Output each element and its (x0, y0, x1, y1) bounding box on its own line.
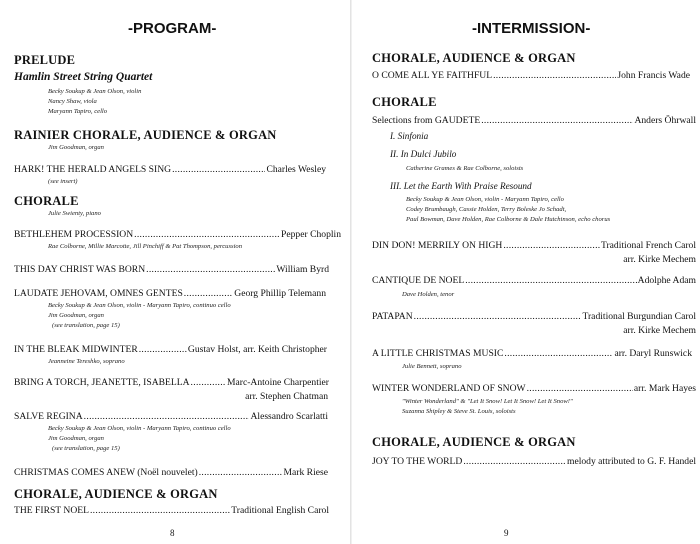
program-entry (372, 240, 696, 251)
performer-credit: Maryann Tapiro, cello (48, 108, 108, 115)
entry-note: "Winter Wonderland" & "Let It Snow! Let It Snow! Let It Snow!" (402, 398, 573, 405)
entry-note: Codey Brumbaugh, Cassie Holden, Terry Boleske Jo Schadt, (406, 206, 567, 213)
program-entry (14, 229, 341, 240)
entry-title: DIN DON! MERRILY ON HIGH (372, 240, 503, 251)
section-heading: CHORALE, AUDIENCE & ORGAN (372, 51, 576, 65)
entry-note: (see translation, page 15) (52, 445, 120, 452)
movement-title: I. Sinfonia (390, 131, 429, 141)
section-heading: RAINIER CHORALE, AUDIENCE & ORGAN (14, 128, 277, 142)
entry-note: Becky Soukup & Jean Olson, violin - Maryann Tapiro, cello (406, 196, 564, 203)
entry-title: IN THE BLEAK MIDWINTER (14, 344, 138, 355)
entry-note: (see translation, page 15) (52, 322, 120, 329)
entry-composer: Traditional Burgundian Carol (582, 311, 696, 322)
entry-title: WINTER WONDERLAND OF SNOW (372, 383, 526, 394)
page-title: -INTERMISSION- (472, 20, 591, 37)
entry-composer: Georg Phillip Telemann (234, 288, 326, 299)
entry-arranger: arr. Kirke Mechem (623, 325, 696, 336)
entry-title: BRING A TORCH, JEANETTE, ISABELLA (14, 377, 190, 388)
entry-composer: melody attributed to G. F. Handel (567, 456, 696, 467)
entry-composer: Anders Öhrwall (634, 115, 696, 126)
entry-note: Jim Goodman, organ (48, 435, 104, 442)
entry-title: LAUDATE JEHOVAM, OMNES GENTES (14, 288, 183, 299)
entry-note: Becky Soukup & Jean Olson, violin - Maryann Tapiro, continuo cello (48, 425, 231, 432)
entry-composer: John Francis Wade (617, 70, 690, 81)
entry-note: Rae Colborne, Millie Marcotte, Jill Pinchiff & Pat Thompson, percussion (48, 243, 243, 250)
entry-title: HARK! THE HERALD ANGELS SING (14, 164, 172, 175)
entry-arranger: arr. Kirke Mechem (623, 254, 696, 265)
entry-title: O COME ALL YE FAITHFUL (372, 70, 493, 81)
entry-composer: Adolphe Adam (637, 275, 696, 286)
entry-composer: arr. Mark Hayes (633, 383, 696, 394)
entry-composer: Pepper Choplin (281, 229, 341, 240)
program-entry (14, 505, 329, 516)
entry-note: Jim Goodman, organ (48, 312, 104, 319)
entry-composer: Mark Riese (283, 467, 328, 478)
section-heading: CHORALE (372, 95, 437, 109)
performer-credit: Becky Soukup & Jean Olson, violin (48, 88, 142, 95)
entry-composer: arr. Daryl Runswick (614, 348, 692, 359)
entry-title: THIS DAY CHRIST WAS BORN (14, 264, 146, 275)
entry-composer: Gustav Holst, arr. Keith Christopher (187, 344, 327, 355)
entry-note: Becky Soukup & Jean Olson, violin - Maryann Tapiro, continuo cello (48, 302, 231, 309)
entry-composer: Marc-Antoine Charpentier (226, 377, 329, 388)
performer-credit: Julie Swienty, piano (48, 210, 101, 217)
section-heading: CHORALE, AUDIENCE & ORGAN (14, 487, 218, 501)
program-entry (14, 264, 329, 275)
entry-title: BETHLEHEM PROCESSION (14, 229, 134, 240)
program-entry (14, 288, 326, 299)
program-entry (14, 344, 327, 355)
program-entry (372, 311, 696, 322)
entry-title: SALVE REGINA (14, 411, 83, 422)
section-heading: CHORALE (14, 194, 79, 208)
program-entry (372, 383, 696, 394)
program-page-right (352, 0, 700, 544)
program-entry (372, 275, 696, 286)
entry-note: Catherine Grames & Rae Colborne, soloists (406, 165, 524, 172)
page-number: 8 (170, 528, 175, 538)
entry-note: Paul Bowman, Dave Holden, Rae Colborne & Dale Hutchinson, echo chorus (406, 216, 611, 223)
entry-title: CHRISTMAS COMES ANEW (Noël nouvelet) (14, 467, 198, 478)
entry-title: A LITTLE CHRISTMAS MUSIC (372, 348, 504, 359)
program-entry (14, 164, 326, 175)
prelude-heading: PRELUDE (14, 53, 76, 67)
entry-title: CANTIQUE DE NOEL (372, 275, 465, 286)
entry-arranger: arr. Stephen Chatman (245, 391, 328, 402)
prelude-ensemble: Hamlin Street String Quartet (14, 71, 153, 83)
entry-composer: Alessandro Scarlatti (250, 411, 328, 422)
page-title: -PROGRAM- (128, 20, 217, 37)
program-entry (372, 456, 696, 467)
program-entry (14, 377, 329, 388)
entry-note: Julie Bennett, soprano (402, 363, 462, 370)
entry-note: Jeanneine Tereshko, soprano (48, 358, 125, 365)
entry-composer: Traditional English Carol (231, 505, 329, 516)
entry-note: Dave Holden, tenor (402, 291, 455, 298)
movement-title: III. Let the Earth With Praise Resound (390, 181, 532, 191)
entry-note: (see insert) (48, 178, 78, 185)
program-entry (372, 70, 690, 81)
entry-title: PATAPAN (372, 311, 413, 322)
entry-composer: Charles Wesley (266, 164, 326, 175)
performer-credit: Jim Goodman, organ (48, 144, 104, 151)
entry-title: JOY TO THE WORLD (372, 456, 463, 467)
program-entry (372, 115, 696, 126)
program-entry (14, 467, 328, 478)
entry-title: Selections from GAUDETE (372, 115, 481, 126)
entry-composer: Traditional French Carol (600, 240, 696, 251)
program-entry (372, 348, 692, 359)
entry-composer: William Byrd (276, 264, 329, 275)
performer-credit: Nancy Shaw, viola (48, 98, 97, 105)
entry-title: THE FIRST NOEL (14, 505, 89, 516)
movement-title: II. In Dulci Jubilo (390, 149, 457, 159)
section-heading: CHORALE, AUDIENCE & ORGAN (372, 435, 576, 449)
entry-note: Suzanna Shipley & Steve St. Louis, soloists (402, 408, 516, 415)
page-number: 9 (504, 528, 509, 538)
program-entry (14, 411, 328, 422)
